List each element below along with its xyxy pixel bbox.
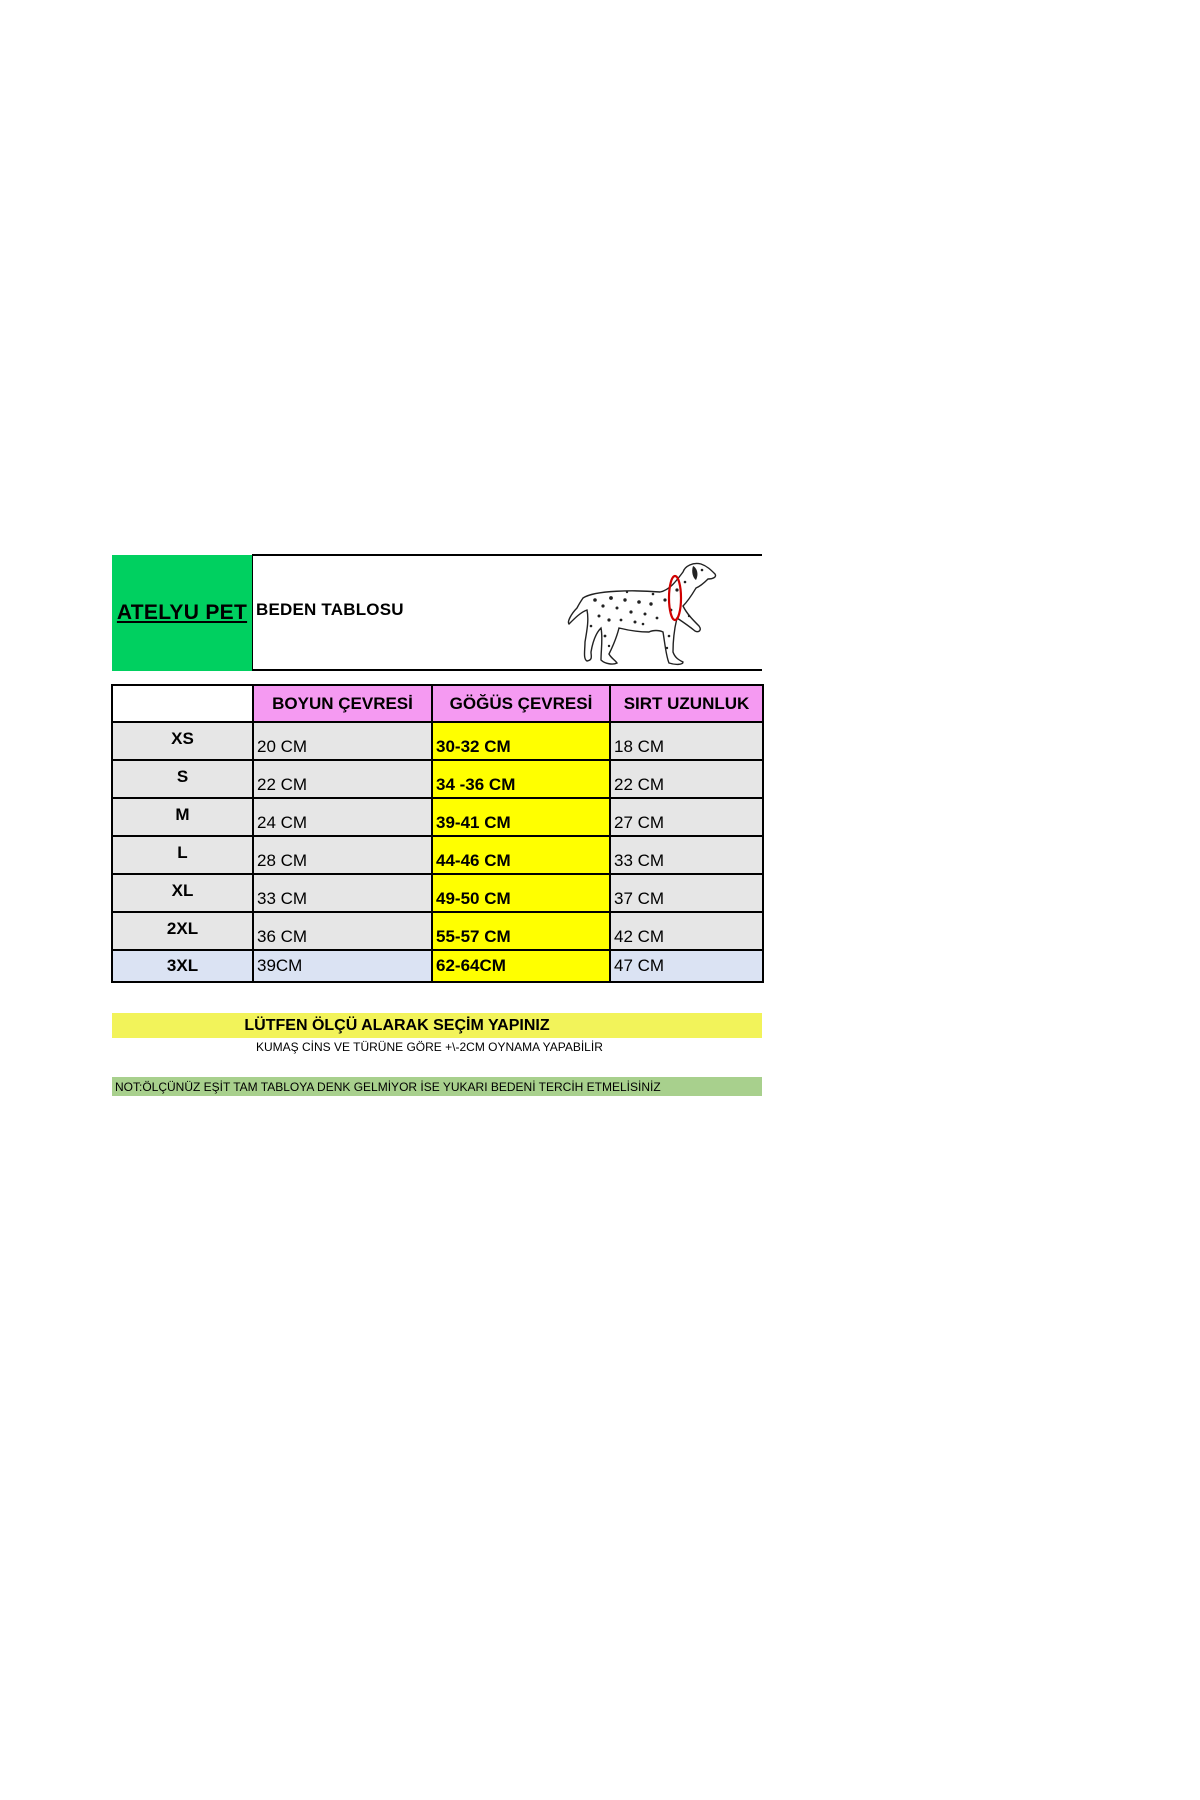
chest-value: 44-46 CM: [432, 836, 610, 874]
neck-value: 24 CM: [253, 798, 432, 836]
chest-value: 62-64CM: [432, 950, 610, 982]
size-label: 3XL: [112, 950, 253, 982]
neck-value: 28 CM: [253, 836, 432, 874]
table-row: [112, 760, 763, 798]
chest-value: 30-32 CM: [432, 722, 610, 760]
table-row: [112, 874, 763, 912]
neck-value: 33 CM: [253, 874, 432, 912]
back-value: 42 CM: [610, 912, 763, 950]
chest-value: 49-50 CM: [432, 874, 610, 912]
dalmatian-illustration: [565, 560, 725, 670]
table-row: [112, 950, 763, 982]
back-value: 22 CM: [610, 760, 763, 798]
neck-value: 22 CM: [253, 760, 432, 798]
header-neck: BOYUN ÇEVRESİ: [253, 685, 432, 722]
size-label: S: [112, 760, 253, 798]
size-label: 2XL: [112, 912, 253, 950]
back-value: 47 CM: [610, 950, 763, 982]
tolerance-note: KUMAŞ CİNS VE TÜRÜNE GÖRE +\-2CM OYNAMA YAPABİLİR: [256, 1040, 603, 1054]
size-label: L: [112, 836, 253, 874]
measure-instruction: LÜTFEN ÖLÇÜ ALARAK SEÇİM YAPINIZ: [112, 1013, 762, 1038]
table-header-row: [112, 685, 763, 722]
neck-value: 39CM: [253, 950, 432, 982]
table-row: [112, 798, 763, 836]
table-row: [112, 912, 763, 950]
back-value: 33 CM: [610, 836, 763, 874]
brand-name: ATELYU PET: [116, 601, 248, 624]
size-label: M: [112, 798, 253, 836]
table-row: [112, 836, 763, 874]
size-label: XL: [112, 874, 253, 912]
back-value: 18 CM: [610, 722, 763, 760]
size-chart-table: [111, 684, 764, 983]
header-chest: GÖĞÜS ÇEVRESİ: [432, 685, 610, 722]
neck-value: 20 CM: [253, 722, 432, 760]
back-value: 37 CM: [610, 874, 763, 912]
back-value: 27 CM: [610, 798, 763, 836]
chest-value: 55-57 CM: [432, 912, 610, 950]
header-size: [112, 685, 253, 722]
chest-value: 34 -36 CM: [432, 760, 610, 798]
size-label: XS: [112, 722, 253, 760]
header-back: SIRT UZUNLUK: [610, 685, 763, 722]
neck-value: 36 CM: [253, 912, 432, 950]
chest-value: 39-41 CM: [432, 798, 610, 836]
table-row: [112, 722, 763, 760]
brand-block: [112, 555, 252, 671]
page-title: BEDEN TABLOSU: [256, 600, 404, 619]
size-advice-note: NOT:ÖLÇÜNÜZ EŞİT TAM TABLOYA DENK GELMİYOR İSE YUKARI BEDENİ TERCİH ETMELİSİNİZ: [112, 1077, 762, 1096]
